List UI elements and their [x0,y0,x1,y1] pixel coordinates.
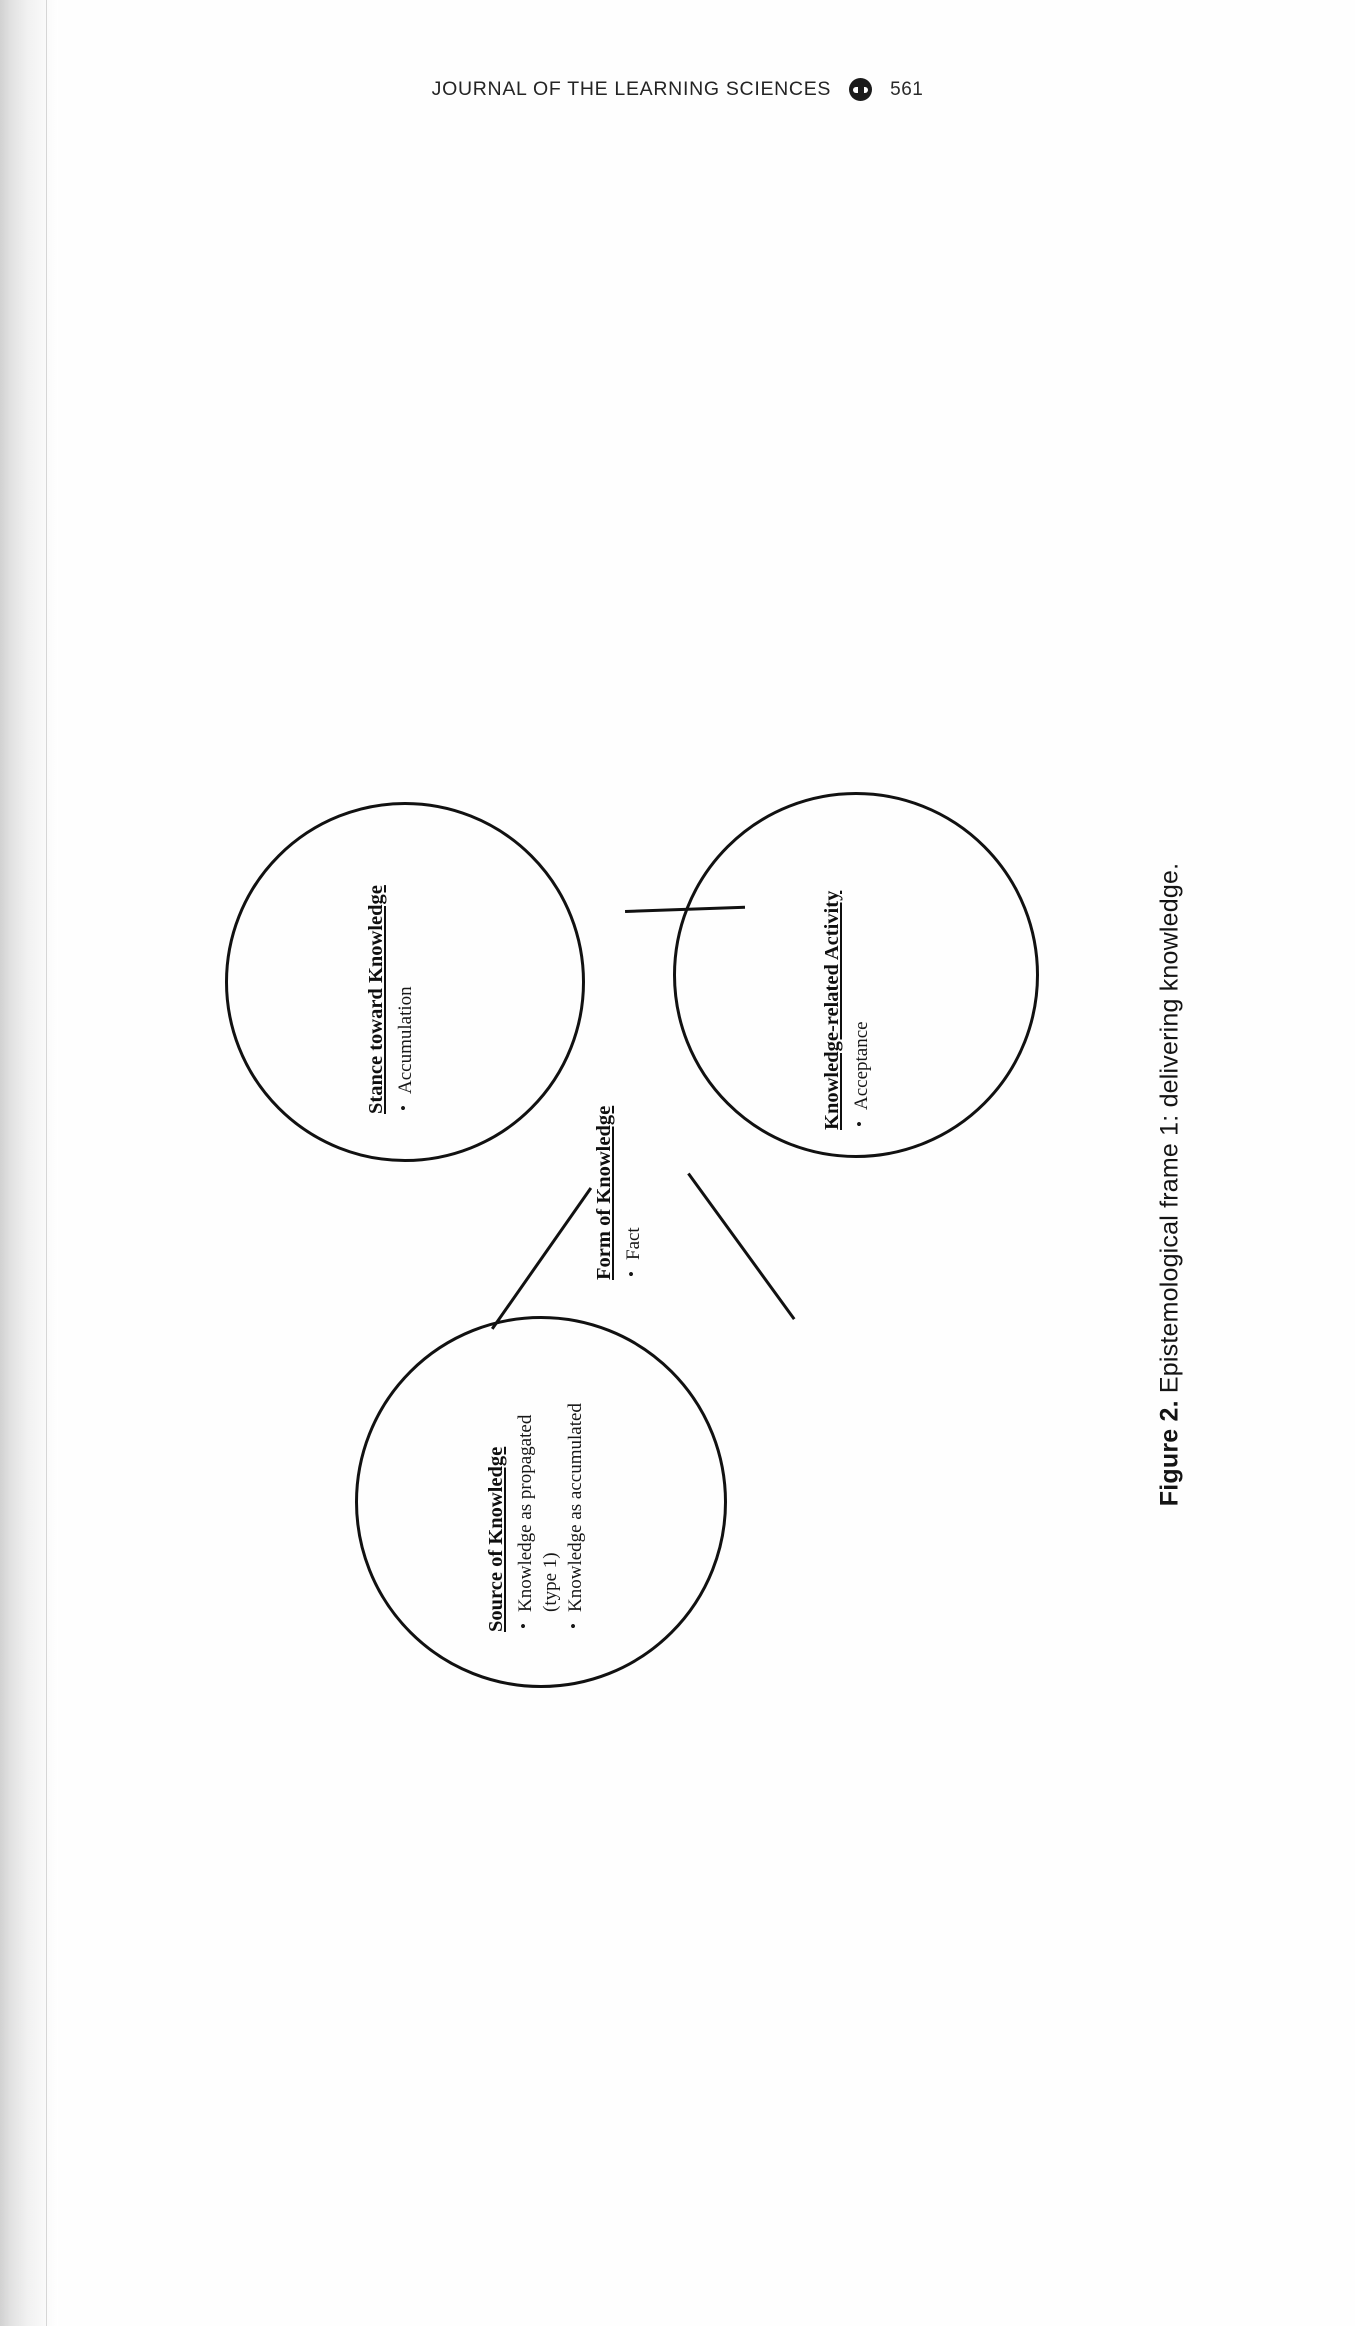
node-items-stance-toward-knowledge [393,814,418,1114]
list-item: • Fact [621,1227,644,1277]
bullet-icon: • [393,1105,413,1111]
node-items2-source-of-knowledge [563,1332,588,1632]
node-text-knowledge-related-activity [821,800,874,1130]
bullet-icon: • [849,1121,869,1127]
figure-caption-container [1156,735,1185,1635]
center-label-title: Form of Knowledge [592,1105,615,1280]
bullet-icon: • [563,1623,583,1629]
node-items-source-of-knowledge [513,1332,538,1632]
list-item: • Acceptance [849,1021,872,1127]
bullet-icon: • [621,1271,641,1277]
diagram-canvas [173,340,1183,1920]
figure-caption-text: Epistemological frame 1: delivering knowledge. [1155,862,1184,1394]
node-title-source-of-knowledge: Source of Knowledge [484,1446,507,1632]
center-label-form-of-knowledge [593,1000,646,1280]
edge-source-to-stance [491,1187,592,1330]
node-text-source-of-knowledge [485,1332,588,1632]
list-item: • Knowledge as propagated [513,1414,536,1629]
journal-title: JOURNAL OF THE LEARNING SCIENCES [431,78,832,100]
node-title-knowledge-related-activity: Knowledge-related Activity [820,890,843,1130]
node-subtext-source-of-knowledge: (type 1) [539,1552,561,1612]
bullet-icon: • [513,1623,533,1629]
list-item: • Accumulation [393,986,416,1111]
figure-caption [1156,735,1185,1635]
page-number: 561 [890,78,924,100]
figure-caption-label: Figure 2. [1155,1393,1184,1507]
node-text-stance-toward-knowledge [365,814,418,1114]
list-item: • Knowledge as accumulated [563,1403,586,1629]
edge-source-to-activity [687,1173,795,1320]
node-items-knowledge-related-activity [849,800,874,1130]
node-title-stance-toward-knowledge: Stance toward Knowledge [364,885,387,1114]
center-label-items [621,1000,646,1280]
diagram-rotated-container [173,340,1183,1920]
